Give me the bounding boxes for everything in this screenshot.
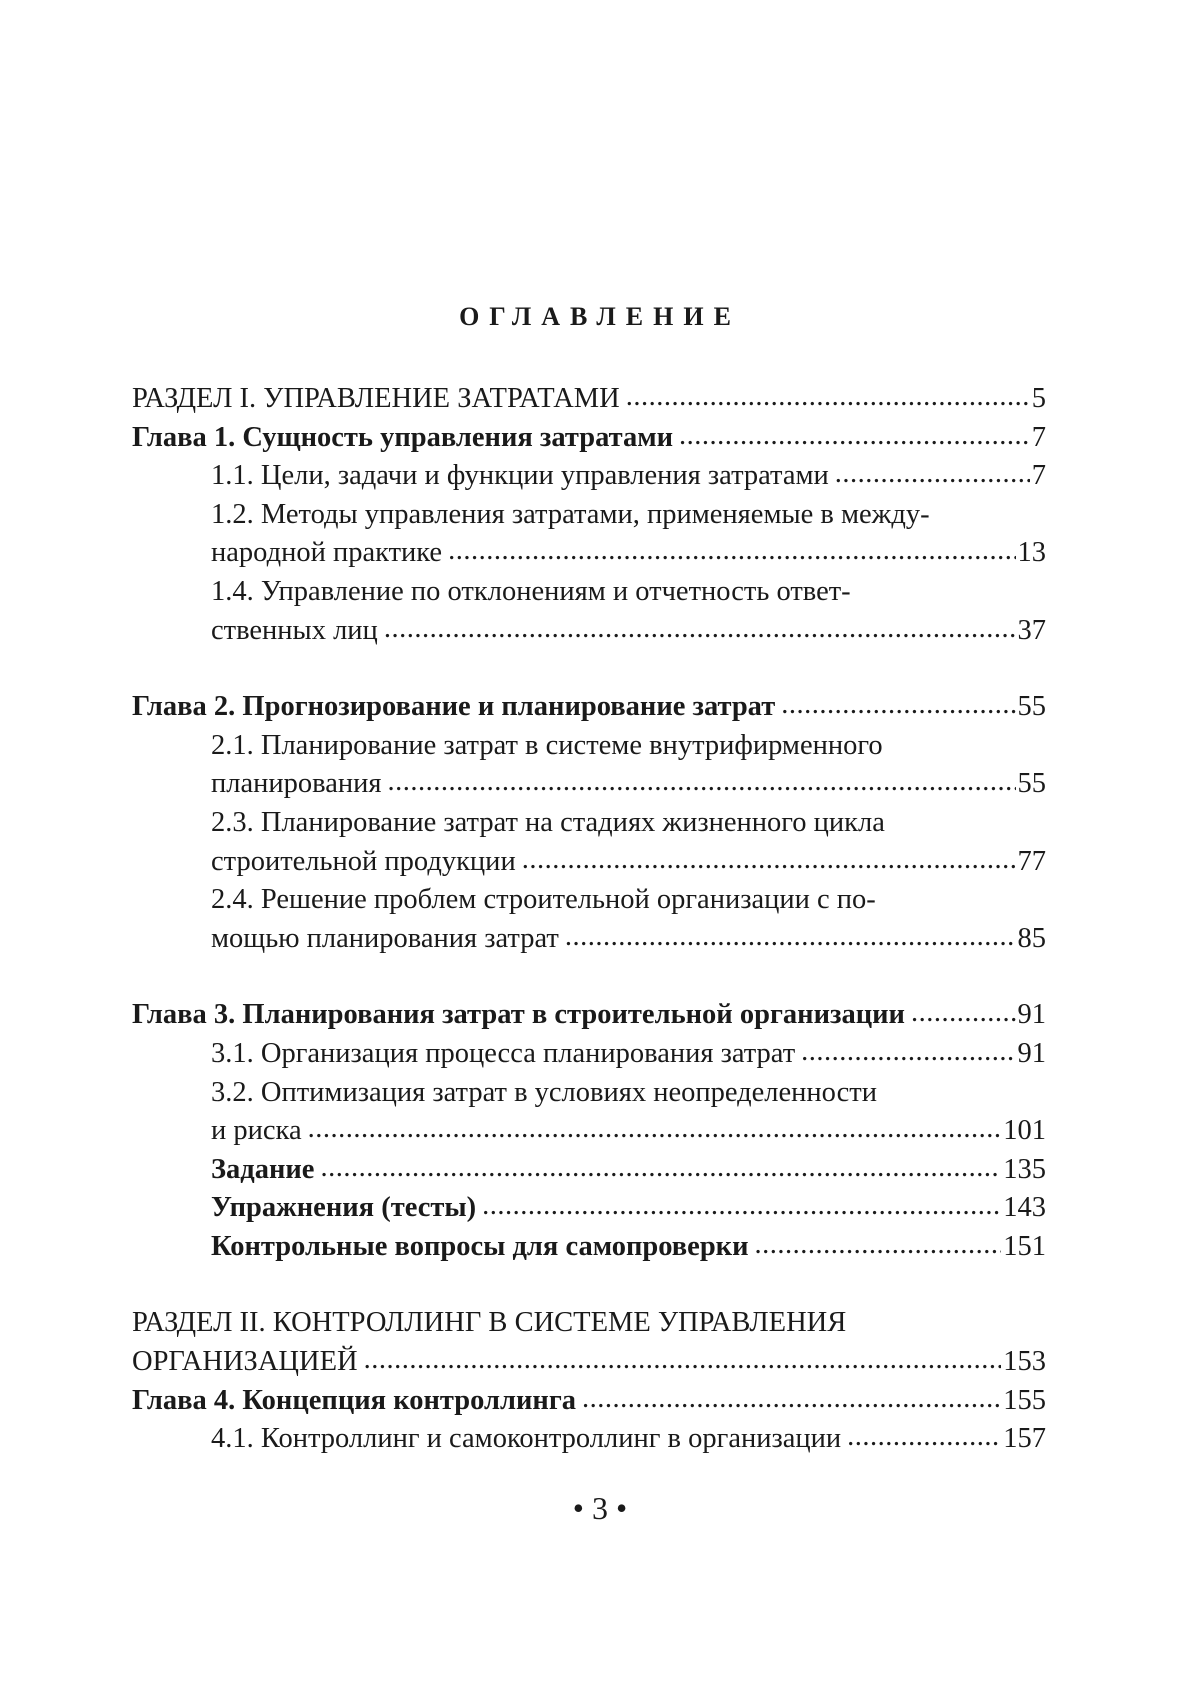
toc-page-number: 91 — [1017, 999, 1046, 1031]
toc-entry-text: ственных лиц — [211, 614, 378, 646]
toc-entry-text: РАЗДЕЛ I. УПРАВЛЕНИЕ ЗАТРАТАМИ — [132, 383, 620, 414]
toc-page-number: 85 — [1017, 922, 1046, 954]
toc-entry-1-2-cont — [132, 534, 1046, 573]
dot-leader — [801, 1033, 1015, 1072]
toc-entry-3-1 — [132, 1035, 1046, 1074]
toc-page-number: 13 — [1017, 537, 1046, 569]
toc-page-number: 157 — [1003, 1423, 1046, 1455]
toc-entry-3-2-cont — [132, 1112, 1046, 1151]
toc-page-number: 55 — [1017, 768, 1046, 800]
dot-leader — [448, 532, 1015, 571]
dot-leader — [308, 1110, 1002, 1149]
toc-page-number: 91 — [1017, 1037, 1046, 1069]
toc-entry-exercises — [132, 1189, 1046, 1228]
toc-entry-1-1 — [132, 457, 1046, 496]
toc-entry-section-2 — [132, 1304, 1046, 1343]
toc-entry-text: ОРГАНИЗАЦИЕЙ — [132, 1346, 358, 1378]
toc-entry-2-1-cont — [132, 765, 1046, 804]
dot-leader — [384, 610, 1016, 649]
toc-entry-chapter-3 — [132, 996, 1046, 1035]
toc-entry-section-1 — [132, 380, 1046, 419]
toc-entry-2-4-cont — [132, 920, 1046, 959]
toc-page-number: 101 — [1003, 1115, 1046, 1147]
dot-leader — [835, 455, 1030, 494]
dot-leader — [781, 686, 1015, 725]
toc-page-number: 7 — [1031, 421, 1046, 453]
toc-entry-text: 4.1. Контроллинг и самоконтроллинг в организации — [211, 1423, 842, 1455]
page-title: ОГЛАВЛЕНИЕ — [459, 302, 741, 331]
toc-entry-chapter-2 — [132, 688, 1046, 727]
dot-leader — [755, 1226, 1002, 1265]
toc-page-number: 155 — [1003, 1384, 1046, 1416]
toc-entry-section-2-cont — [132, 1343, 1046, 1382]
toc-entry-4-1 — [132, 1420, 1046, 1459]
dot-leader — [364, 1341, 1002, 1380]
toc-entry-text: 2.3. Планирование затрат на стадиях жизненного цикла — [211, 806, 885, 838]
toc-entry-questions — [132, 1228, 1046, 1267]
toc-entry-text: народной практике — [211, 537, 443, 569]
toc-entry-text: 2.4. Решение проблем строительной организации с по- — [211, 884, 876, 916]
toc-entry-text: 3.2. Оптимизация затрат в условиях неопределенности — [211, 1076, 877, 1108]
toc-entry-text: 1.1. Цели, задачи и функции управления затратами — [211, 460, 829, 492]
dot-leader — [522, 841, 1016, 880]
toc-entry-1-4 — [132, 573, 1046, 612]
toc-entry-text: Упражнения (тесты) — [211, 1192, 477, 1224]
table-of-contents — [132, 380, 1046, 1459]
toc-entry-chapter-4 — [132, 1382, 1046, 1421]
toc-entry-text: строительной продукции — [211, 845, 516, 877]
toc-entry-text: мощью планирования затрат — [211, 922, 559, 954]
toc-entry-text: 1.4. Управление по отклонениям и отчетность ответ- — [211, 575, 851, 607]
toc-entry-chapter-1 — [132, 419, 1046, 458]
dot-leader — [320, 1149, 1001, 1188]
toc-entry-text: Глава 4. Концепция контроллинга — [132, 1384, 577, 1416]
toc-entry-text: Глава 3. Планирования затрат в строительной организации — [132, 999, 905, 1031]
dot-leader — [582, 1380, 1001, 1419]
toc-entry-text: Глава 1. Сущность управления затратами — [132, 421, 674, 453]
toc-entry-text: РАЗДЕЛ II. КОНТРОЛЛИНГ В СИСТЕМЕ УПРАВЛЕНИЯ — [132, 1307, 847, 1339]
toc-entry-2-3 — [132, 804, 1046, 843]
toc-entry-text: Задание — [211, 1153, 315, 1185]
dot-leader — [847, 1418, 1001, 1457]
toc-entry-text: 3.1. Организация процесса планирования затрат — [211, 1037, 796, 1069]
toc-page-number: 135 — [1003, 1153, 1046, 1185]
toc-entry-1-2 — [132, 496, 1046, 535]
toc-entry-text: и риска — [211, 1115, 302, 1147]
toc-entry-text: Глава 2. Прогнозирование и планирование затрат — [132, 691, 776, 723]
toc-page-number: 7 — [1031, 460, 1046, 492]
page-number: • 3 • — [572, 1490, 628, 1526]
toc-page-number: 55 — [1017, 691, 1046, 723]
toc-entry-task — [132, 1151, 1046, 1190]
toc-entry-2-1 — [132, 727, 1046, 766]
toc-page-number: 37 — [1017, 614, 1046, 646]
toc-entry-text: 2.1. Планирование затрат в системе внутрифирменного — [211, 729, 883, 761]
toc-page-number: 143 — [1003, 1192, 1046, 1224]
toc-entry-2-4 — [132, 881, 1046, 920]
dot-leader — [387, 763, 1015, 802]
toc-entry-2-3-cont — [132, 843, 1046, 882]
toc-entry-text: планирования — [211, 768, 382, 800]
toc-page-number: 151 — [1003, 1230, 1046, 1262]
dot-leader — [911, 994, 1016, 1033]
toc-page-number: 5 — [1031, 383, 1046, 414]
toc-page-number: 153 — [1003, 1346, 1046, 1378]
dot-leader — [482, 1187, 1001, 1226]
toc-entry-1-4-cont — [132, 612, 1046, 651]
toc-entry-text: 1.2. Методы управления затратами, применяемые в между- — [211, 498, 930, 530]
dot-leader — [626, 378, 1030, 417]
toc-entry-3-2 — [132, 1074, 1046, 1113]
dot-leader — [565, 918, 1016, 957]
dot-leader — [679, 417, 1030, 456]
toc-entry-text: Контрольные вопросы для самопроверки — [211, 1230, 749, 1262]
toc-page-number: 77 — [1017, 845, 1046, 877]
